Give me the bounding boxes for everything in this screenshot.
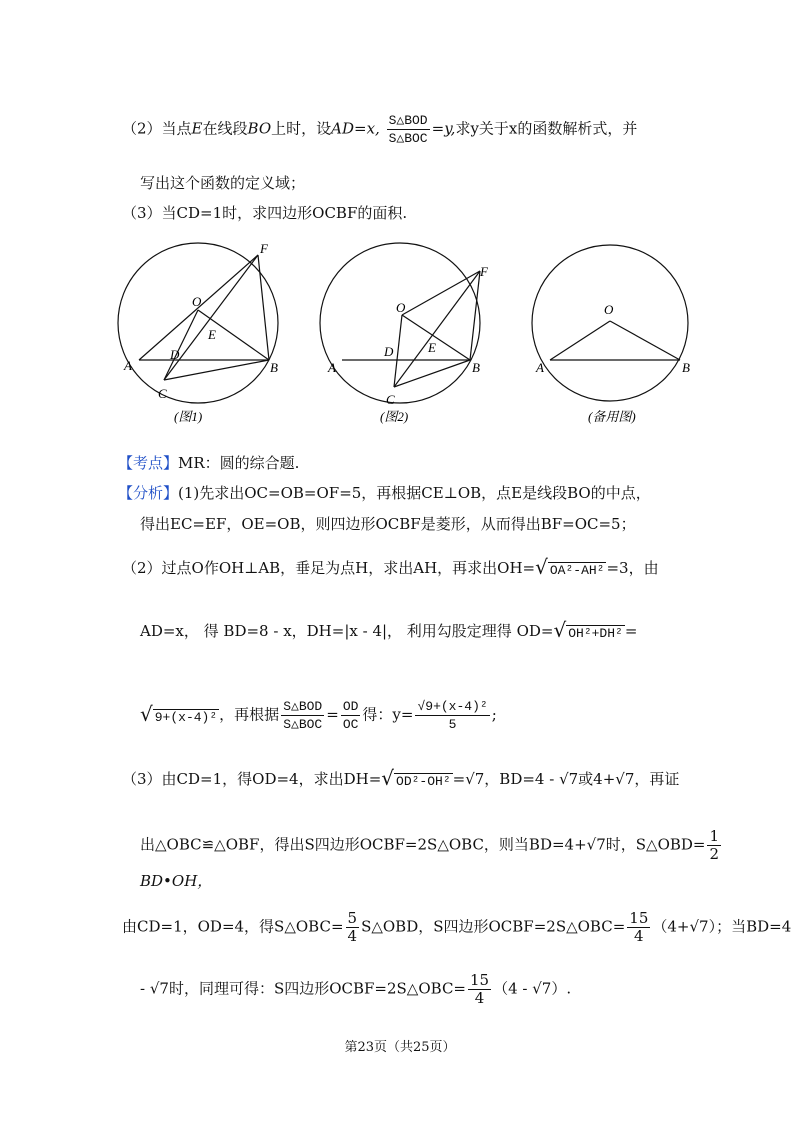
fraction-numerator: √9+(x-4)² [417, 699, 488, 714]
fenxi-text: - √7时，同理可得：S四边形OCBF=2S△OBC= [140, 979, 466, 998]
q2-text: 在线段 [202, 119, 248, 138]
ad-eq-x: AD=x, [331, 119, 380, 138]
figure-1-labels [123, 241, 278, 424]
q3-line: （3）当CD=1时，求四边形OCBF的面积. [122, 204, 408, 222]
backup-circle [532, 245, 688, 401]
fenxi-text: (1)先求出OC=OB=OF=5，再根据CE⊥OB，点E是线段BO的中点， [178, 484, 651, 502]
figure1-line-cb [164, 360, 269, 380]
fenxi-text: （2）过点O作OH⊥AB，垂足为点H，求出AH，再求出OH= [122, 559, 536, 577]
sqrt-radicand: OH²+DH² [568, 626, 623, 641]
kaodian-text: MR：圆的综合题. [178, 454, 300, 472]
label-a: A [536, 360, 544, 375]
q2-text: 求y关于x的函数解析式，并 [455, 119, 638, 138]
fenxi-text: =3，由 [606, 559, 659, 577]
fenxi-line5 [140, 698, 497, 733]
label-o: O [192, 294, 202, 309]
fenxi-text: ，再根据 [219, 705, 280, 724]
sqrt-radicand: OA²-AH² [549, 563, 605, 578]
label-a: A [124, 358, 132, 373]
sqrt-expression: √ OD²-OH² [381, 766, 451, 790]
q2-line1 [122, 112, 637, 147]
fraction-numerator: S△BOD [388, 113, 428, 128]
figure1-circle [118, 243, 278, 403]
fenxi-text: ; [491, 705, 497, 724]
fenxi-text: 出△OBC≌△OBF，得出S四边形OCBF=2S△OBC，则当BD=4+√7时，S△OBD= [140, 835, 706, 854]
caption-backup-figure: (备用图) [588, 409, 636, 424]
q2-text: （2）当点 [122, 119, 192, 138]
fenxi-line9 [122, 910, 791, 945]
fraction-denominator: OC [342, 717, 359, 732]
label-b: B [682, 360, 690, 375]
label-o: O [604, 302, 614, 317]
od-oc-fraction [341, 698, 361, 733]
label-b: B [270, 360, 278, 375]
sqrt-radicand: 9+(x-4)² [154, 709, 218, 725]
fenxi-line4 [140, 619, 637, 645]
label-o: O [396, 300, 406, 315]
fraction-numerator: 1 [709, 827, 720, 845]
label-d: D [170, 347, 180, 362]
figure2-line-ob [402, 315, 470, 360]
figure2-line-cf [394, 271, 480, 387]
segment-bo: BO [247, 119, 272, 138]
label-c: C [158, 386, 167, 401]
figure-backup-labels [535, 302, 690, 424]
fenxi-text: （4+√7）；当BD=4 [652, 917, 792, 936]
fenxi-text: =√7，BD=4 - √7或4+√7，再证 [452, 770, 680, 788]
label-e: E [208, 327, 216, 342]
figure1-line-fb [258, 255, 269, 360]
point-e: E [191, 119, 203, 138]
fraction-numerator: 5 [347, 909, 358, 927]
figure-2 [320, 243, 480, 403]
fenxi-text: = [624, 622, 638, 640]
fraction-denominator: S△BOC [283, 717, 323, 732]
label-f: F [480, 264, 488, 279]
label-c: C [386, 392, 395, 407]
fenxi-line7 [140, 828, 723, 863]
figure2-line-oc [394, 315, 402, 387]
fraction-denominator: 4 [347, 927, 358, 945]
fraction-numerator: S△BOD [283, 699, 323, 714]
fraction-denominator: 4 [474, 989, 485, 1007]
backup-line-oa [550, 321, 610, 360]
fraction-denominator: 5 [448, 717, 457, 732]
kaodian-tag: 【考点】 [118, 454, 179, 472]
sqrt-radicand: OD²-OH² [396, 774, 451, 789]
label-d: D [384, 344, 394, 359]
sqrt-expression: √ OH²+DH² [553, 618, 623, 642]
ratio-fraction [387, 112, 430, 147]
caption-figure-2: (图2) [380, 409, 409, 424]
kaodian-line [118, 452, 299, 474]
fraction-numerator: 15 [629, 909, 649, 927]
fifteen-quarters-fraction [468, 972, 491, 1007]
fenxi-line2: 得出EC=EF，OE=OB，则四边形OCBF是菱形，从而得出BF=OC=5； [140, 515, 636, 533]
backup-line-ob [610, 321, 680, 360]
fenxi-text: AD=x， 得 BD=8 - x，DH=|x - 4|， 利用勾股定理得 OD= [140, 622, 554, 640]
ratio-fraction [281, 698, 324, 733]
q2-line2: 写出这个函数的定义域； [140, 174, 306, 192]
fenxi-text: 由CD=1，OD=4，得S△OBC= [122, 917, 344, 936]
figure2-line-fb [470, 271, 480, 360]
fenxi-tag: 【分析】 [118, 484, 179, 502]
five-quarters-fraction [346, 910, 360, 945]
fenxi-text: = [326, 705, 339, 724]
q2-text: 上时，设 [271, 119, 332, 138]
fraction-denominator: 2 [709, 845, 720, 863]
figure1-line-oc [164, 310, 198, 380]
fenxi-line1 [118, 482, 651, 504]
figure2-line-cb [394, 360, 470, 387]
figure-1 [118, 243, 278, 403]
page-footer: 第23页（共25页） [344, 1040, 456, 1055]
fraction-numerator: 15 [470, 971, 490, 989]
fenxi-text: （3）由CD=1，得OD=4，求出DH= [122, 770, 382, 788]
label-b: B [472, 360, 480, 375]
fraction-numerator: OD [342, 699, 359, 714]
fenxi-text: S△OBD，S四边形OCBF=2S△OBC= [361, 917, 626, 936]
sqrt-expression: √ OA²-AH² [535, 555, 605, 579]
fenxi-line8: BD•OH， [140, 872, 213, 890]
figure2-line-of [402, 271, 480, 315]
fenxi-line6 [122, 767, 679, 793]
figure-2-labels [327, 264, 489, 424]
fenxi-text: 得：y= [362, 705, 414, 724]
fenxi-line10 [140, 972, 571, 1007]
fraction-denominator: 4 [634, 927, 644, 945]
geometry-figures [110, 238, 710, 428]
fifteen-quarters-fraction [627, 910, 650, 945]
label-a: A [328, 360, 336, 375]
fenxi-text: （4 - √7）. [493, 979, 572, 998]
eq-y: =y, [431, 119, 456, 138]
label-f: F [260, 241, 268, 256]
sqrt-expression: √ 9+(x-4)² [140, 701, 218, 726]
y-fraction [415, 698, 489, 733]
half-fraction [707, 828, 721, 863]
label-e: E [428, 340, 436, 355]
figure-backup [532, 245, 688, 401]
fenxi-line3 [122, 556, 659, 582]
fraction-denominator: S△BOC [388, 131, 428, 146]
caption-figure-1: (图1) [174, 409, 203, 424]
